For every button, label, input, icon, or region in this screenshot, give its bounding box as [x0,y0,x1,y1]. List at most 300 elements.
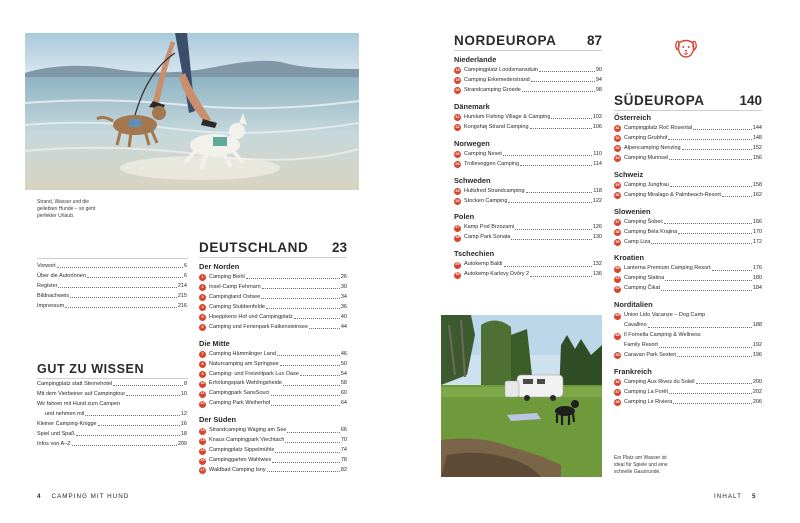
toc-entry[interactable]: Über die AutorInnen 6 [37,272,187,279]
page-number: 110 [593,150,602,157]
toc-entry[interactable]: Wir fahren mit Hund zum Campen [37,400,121,407]
entry-number-badge: 8 [199,361,206,368]
caption-line: perfekter Urlaub. [37,212,75,219]
toc-entry[interactable]: Kleiner Camping-Knigge 16 [37,420,187,427]
dot-leader [539,67,595,72]
campsite-entry[interactable] [199,379,347,389]
entry-number-badge: 40 [614,266,621,273]
dot-leader [722,192,752,197]
campsite-name: Camping Hämmlinger Land [209,350,276,357]
campsite-name: Camping- und Freizeitpark Lux Oase [209,370,299,377]
page-number: 136 [592,271,602,278]
campsite-name: Campingplatz Roč Rosental [624,125,693,131]
dot-leader [285,438,339,443]
caption-line: ideal für Spiele und eine [614,461,668,468]
page-number: 90 [595,67,602,73]
campsite-entry[interactable] [199,360,347,370]
campsite-entry[interactable] [614,378,762,388]
region-heading: Österreich [614,113,651,122]
caption-line: geliebten Hunde – so geht [37,205,96,212]
dot-leader [283,381,340,386]
campsite-name: Camping und Ferienpark Falkensteinsee [209,323,309,330]
entry-number-badge: 9 [199,371,206,378]
entry-number-badge: 46 [614,379,621,386]
dot-leader [661,286,752,291]
toc-entry[interactable]: Vorwort 6 [37,263,187,269]
campsite-name: Waldbad Camping Isny [209,467,266,473]
campsite-name: Insel-Camp Fehmarn [209,283,261,290]
dot-leader [515,225,592,230]
page-number: 36 [340,303,347,310]
campsite-name: Kongshøj Strand Camping [464,123,529,130]
dot-leader [673,399,752,404]
region-heading: Norditalien [614,300,653,310]
dot-leader [287,428,339,433]
campsite-entry[interactable] [199,436,347,446]
campsite-name: Caravan Park Sexten [624,352,677,358]
campsite-entry[interactable] [199,466,347,476]
campsite-entry[interactable] [454,160,602,170]
entry-number-badge: 7 [199,351,206,358]
campsite-entry[interactable] [199,446,347,456]
section-page: 140 [739,93,762,108]
campsite-name: Humlum Fishing Village & Camping [464,113,551,120]
page-number: 176 [752,265,762,272]
campsite-name: Camping Jungfrau [624,181,669,188]
entry-number-badge: 43 [614,313,621,320]
campsite-entry[interactable] [614,218,762,228]
page-number: 40 [340,313,347,320]
entry-number-badge: 14 [199,438,206,445]
caption-line: schnelle Gassirunde. [614,468,661,475]
entry-number-badge: 5 [199,314,206,321]
page-number: 180 [752,275,762,282]
campsite-entry[interactable] [454,270,602,280]
section-title: DEUTSCHLAND [199,240,309,255]
campsite-entry[interactable] [199,399,347,409]
entry-number-badge: 16 [199,458,206,465]
page-number: 200 [752,378,762,385]
dot-leader [522,87,595,92]
campsite-entry[interactable] [199,283,347,293]
campsite-name: Campingpark SansSouci [209,390,270,397]
campsite-name: Autokemp Baldi [464,261,503,268]
campsite-entry[interactable] [614,398,762,408]
caption-line: Ein Platz am Wasser ist [614,455,667,461]
campsite-name: Camping Erkemederstrand [464,76,530,83]
campsite-entry[interactable] [614,274,762,284]
entry-number-badge: 30 [454,272,461,279]
region-heading: Niederlande [454,55,497,64]
entry-number-badge: 23 [454,151,461,158]
entry-number-badge: 1 [199,274,206,281]
entry-number-badge: 48 [614,399,621,406]
region-heading: Slowenien [614,206,651,216]
page-number: 74 [340,447,347,454]
footer-left [37,493,129,500]
left-photo-caption [37,199,127,219]
entry-number-badge: 20 [454,87,461,94]
campsite-entry[interactable] [614,341,762,351]
region-heading: Dänemark [454,101,490,111]
campsite-entry[interactable] [199,273,347,283]
campsite-name: Union Lido Vacanze – Dog Camp [624,312,706,319]
dot-leader [271,391,340,396]
gut-zu-wissen-divider [37,378,188,379]
campsite-entry[interactable] [199,350,347,360]
page-number: 152 [752,144,762,151]
page-number: 184 [752,285,762,292]
campsite-name: Camping Šobec [624,218,664,225]
section-title: SÜDEUROPA [614,93,705,108]
page-number: 30 [340,283,347,290]
campsite-entry[interactable] [199,456,347,466]
campsite-entry[interactable] [199,293,347,303]
toc-entry[interactable]: Campingplatz statt Sternehotel 8 [37,381,187,387]
campsite-name: Alpencamping Nenzing [624,144,681,151]
nordeuropa-header [454,33,602,51]
page-number: 64 [340,400,347,407]
campsite-entry[interactable] [199,389,347,399]
entry-number-badge: 33 [614,145,621,152]
dot-leader [531,77,595,82]
campsite-entry[interactable] [199,303,347,313]
campsite-entry[interactable] [199,313,347,323]
page-number: 126 [592,224,602,231]
entry-number-badge: 27 [454,225,461,232]
entry-number-badge: 10 [199,381,206,388]
campsite-name: Camping Le Riviera [624,398,673,405]
dot-leader [677,352,752,357]
page-number: 98 [595,86,602,93]
campsite-entry[interactable] [454,223,602,233]
dot-leader [300,371,340,376]
dot-leader [520,161,592,166]
entry-number-badge: 2 [199,284,206,291]
campsite-entry[interactable] [454,260,602,270]
page-number: 82 [340,467,347,473]
page-number: 188 [752,322,762,329]
page-number: 144 [752,125,762,131]
campsite-name: Campinggarten Wahlwies [209,457,272,464]
caption-line: Strand, Wasser und die [37,199,90,205]
entry-number-badge: 19 [454,77,461,84]
dot-leader [266,304,340,309]
entry-number-badge: 11 [199,391,206,398]
dot-leader [511,235,591,240]
dot-leader [693,125,752,130]
campsite-entry[interactable] [614,154,762,164]
page-number: 66 [340,427,347,434]
campsite-entry[interactable] [454,187,602,197]
region-heading: Schweden [454,175,491,185]
entry-number-badge: 21 [454,114,461,121]
toc-entry[interactable]: Register 214 [37,282,187,289]
region-heading: Norwegen [454,138,490,148]
dot-leader [504,262,592,267]
region-heading: Schweiz [614,169,644,179]
dot-leader [712,266,752,271]
toc-entry[interactable]: Bildnachweis 215 [37,292,187,299]
footer-right [714,493,756,500]
campsite-entry[interactable] [614,228,762,238]
entry-number-badge: 36 [614,192,621,199]
page-number: 196 [752,352,762,358]
dog-face-icon [674,36,698,60]
region-heading: Frankreich [614,366,652,376]
region-heading: Die Mitte [199,338,230,348]
page-number-left: 4 [37,493,42,500]
entry-number-badge: 41 [614,276,621,283]
page-number: 58 [340,380,347,387]
entry-number-badge: 44 [614,333,621,340]
section-title: NORDEUROPA [454,33,557,48]
campsite-name: Campingplatz Loodsmansduin [464,67,538,73]
campsite-entry[interactable] [454,86,602,96]
campsite-entry[interactable] [199,426,347,436]
page-number: 78 [340,457,347,464]
page-number: 156 [752,154,762,161]
dot-leader [530,272,592,277]
campsite-entry[interactable] [454,233,602,243]
entry-number-badge: 35 [614,182,621,189]
entry-number-badge: 26 [454,198,461,205]
page-number: 162 [752,191,762,198]
dot-leader [682,145,752,150]
entry-number-badge: 24 [454,161,461,168]
region-heading: Der Norden [199,262,240,271]
campsite-name: Stocken Camping [464,197,508,204]
campsite-name: Kamp Pod Brzozami [464,224,515,231]
campsite-entry[interactable] [454,197,602,207]
campsite-name: Erholungspark Wehlingsheide [209,380,282,387]
campsite-entry[interactable] [614,134,762,144]
campsite-entry[interactable] [614,388,762,398]
campsite-entry[interactable] [614,124,762,134]
entry-number-badge: 12 [199,401,206,408]
campsite-entry[interactable] [199,323,347,333]
page-number: 26 [340,274,347,280]
dot-leader [648,323,752,328]
entry-number-badge: 18 [454,67,461,74]
page-number: 94 [595,76,602,83]
campsite-entry[interactable] [614,264,762,274]
dot-leader [665,276,751,281]
page-number: 130 [592,234,602,241]
campsite-name: Knaus Campingpark Viechtach [209,437,285,444]
page-number: 106 [592,123,602,130]
campsite-name: Family Resort [624,342,658,349]
dot-leader [530,124,592,129]
page-number-right: 5 [751,493,757,500]
page-number: 46 [340,350,347,357]
dot-leader [262,284,340,289]
section-label: INHALT [714,493,742,500]
page-number: 166 [752,218,762,225]
page-number: 114 [593,160,602,167]
campsite-name: Trolleveggen Camping [464,160,520,167]
dot-leader [670,182,752,187]
dot-leader [526,188,593,193]
entry-number-badge: 17 [199,467,206,474]
entry-number-badge: 37 [614,219,621,226]
page-number: 202 [752,388,762,395]
campsite-entry[interactable] [454,113,602,123]
dot-leader [669,389,752,394]
toc-entry[interactable]: Mit dem Vierbeiner auf Campingtour 10 [37,390,187,397]
campsite-entry[interactable] [454,123,602,133]
page-number: 50 [340,360,347,367]
campsite-name: Camp Park Sonata [464,234,511,241]
campsite-name: Autokemp Karlovy Dvôry 2 [464,271,530,278]
campsite-entry[interactable] [454,66,602,76]
page-number: 148 [752,134,762,141]
page-number: 70 [340,437,347,444]
dot-leader [246,274,340,279]
entry-number-badge: 31 [614,125,621,132]
page-number: 44 [340,323,347,330]
campsite-name: Cavallino [624,322,647,329]
deutschland-list [199,262,347,476]
campsite-name: Campingland Ostsee [209,293,261,300]
region-heading: Tschechien [454,249,495,259]
page-number: 170 [752,228,762,235]
toc-entry[interactable]: Infos von A–Z 209 [37,440,187,447]
entry-number-badge: 29 [454,262,461,269]
campsite-name: Camping Grubhof [624,134,668,141]
toc-entry[interactable]: Impressum 216 [37,302,187,309]
entry-number-badge: 38 [614,229,621,236]
campsite-entry[interactable] [614,181,762,191]
right-photo-caption [614,455,714,475]
page-number: 122 [592,197,602,204]
suedeuropa-list [614,113,762,408]
page-number: 206 [752,398,762,405]
campsite-entry[interactable] [614,238,762,248]
dot-leader [508,198,591,203]
dot-leader [678,229,752,234]
suedeuropa-header [614,93,762,111]
campsite-entry[interactable] [614,311,762,321]
dot-leader [696,379,752,384]
campsite-name: Camping Miralago & Palmbeach-Resort [624,191,721,198]
campsite-name: Hoeppkens Hof und Campingplatz [209,313,293,320]
campsite-entry[interactable] [614,351,762,361]
campsite-entry[interactable] [454,76,602,86]
dot-leader [261,294,340,299]
campsite-name: Camping Park Weiherhof [209,400,271,407]
dot-leader [277,351,340,356]
gut-zu-wissen-title: GUT ZU WISSEN [37,362,145,376]
campsite-name: Strandcamping Groede [464,86,521,93]
page-number: 102 [592,113,602,120]
section-page: 87 [586,33,602,48]
campsite-name: Strandcamping Waging am See [209,427,287,434]
entry-number-badge: 47 [614,389,621,396]
campsite-name: Il Fornella Camping & Wellness [624,332,701,339]
page-number: 158 [752,181,762,188]
campsite-entry[interactable] [614,191,762,201]
page-number: 132 [592,261,602,268]
entry-number-badge: 42 [614,286,621,293]
dot-leader [503,151,592,156]
entry-number-badge: 32 [614,135,621,142]
dot-leader [551,114,591,119]
dot-leader [659,343,752,348]
campsite-name: Camping Aux Rives du Soleil [624,378,695,385]
toc-entry[interactable]: Spiel und Spaß 18 [37,430,187,437]
entry-number-badge: 45 [614,352,621,359]
dot-leader [664,219,752,224]
entry-number-badge: 34 [614,155,621,162]
front-matter-list [37,262,187,312]
deutschland-header [199,240,347,258]
campsite-name: Camping Neset [464,150,502,157]
campsite-entry[interactable] [454,150,602,160]
dot-leader [668,135,751,140]
section-page: 23 [331,240,347,255]
book-title: CAMPING MIT HUND [51,493,130,500]
campsite-entry[interactable] [614,284,762,294]
entry-number-badge: 6 [199,324,206,331]
campsite-dog-photo [441,315,602,477]
dot-leader [271,401,340,406]
dot-leader [267,467,340,472]
dot-leader [272,458,339,463]
campsite-name: Campingplatz Sippelmühle [209,447,275,454]
campsite-entry[interactable] [614,321,762,331]
campsite-name: Camp Liza [624,238,651,245]
campsite-entry[interactable] [614,144,762,154]
campsite-name: Camping Slatina [624,275,665,282]
front-matter-divider [37,258,188,259]
campsite-entry[interactable] [614,331,762,341]
campsite-name: Lanterna Premium Camping Resort [624,265,711,272]
beach-dogs-photo [25,33,359,190]
region-heading: Polen [454,212,475,222]
page-number: 54 [340,370,347,377]
dot-leader [669,155,751,160]
campsite-name: Hultsfred Strandcamping [464,187,525,194]
dot-leader [651,239,752,244]
entry-number-badge: 25 [454,188,461,195]
entry-number-badge: 4 [199,304,206,311]
campsite-name: Camping La Forêt [624,388,669,395]
toc-entry[interactable]: und nehmen mit 12 [45,410,187,417]
entry-number-badge: 13 [199,428,206,435]
entry-number-badge: 39 [614,239,621,246]
gut-zu-wissen-list [37,380,187,450]
campsite-name: Camping Murinsel [624,154,669,161]
campsite-name: Camping Bela Krajina [624,228,678,235]
page-number: 34 [340,293,347,300]
campsite-name: Naturcamping am Springsee [209,360,279,367]
entry-number-badge: 22 [454,124,461,131]
nordeuropa-list [454,55,602,280]
entry-number-badge: 28 [454,235,461,242]
page-number: 60 [340,390,347,397]
campsite-entry[interactable] [199,370,347,380]
page-number: 172 [752,238,762,245]
dot-leader [294,314,340,319]
campsite-name: Camping Čikat [624,285,661,292]
dot-leader [275,448,339,453]
campsite-name: Camping Biehl [209,274,245,280]
page-number: 192 [752,342,762,349]
page-number: 118 [593,187,602,194]
region-heading: Der Süden [199,415,236,425]
entry-number-badge: 3 [199,294,206,301]
